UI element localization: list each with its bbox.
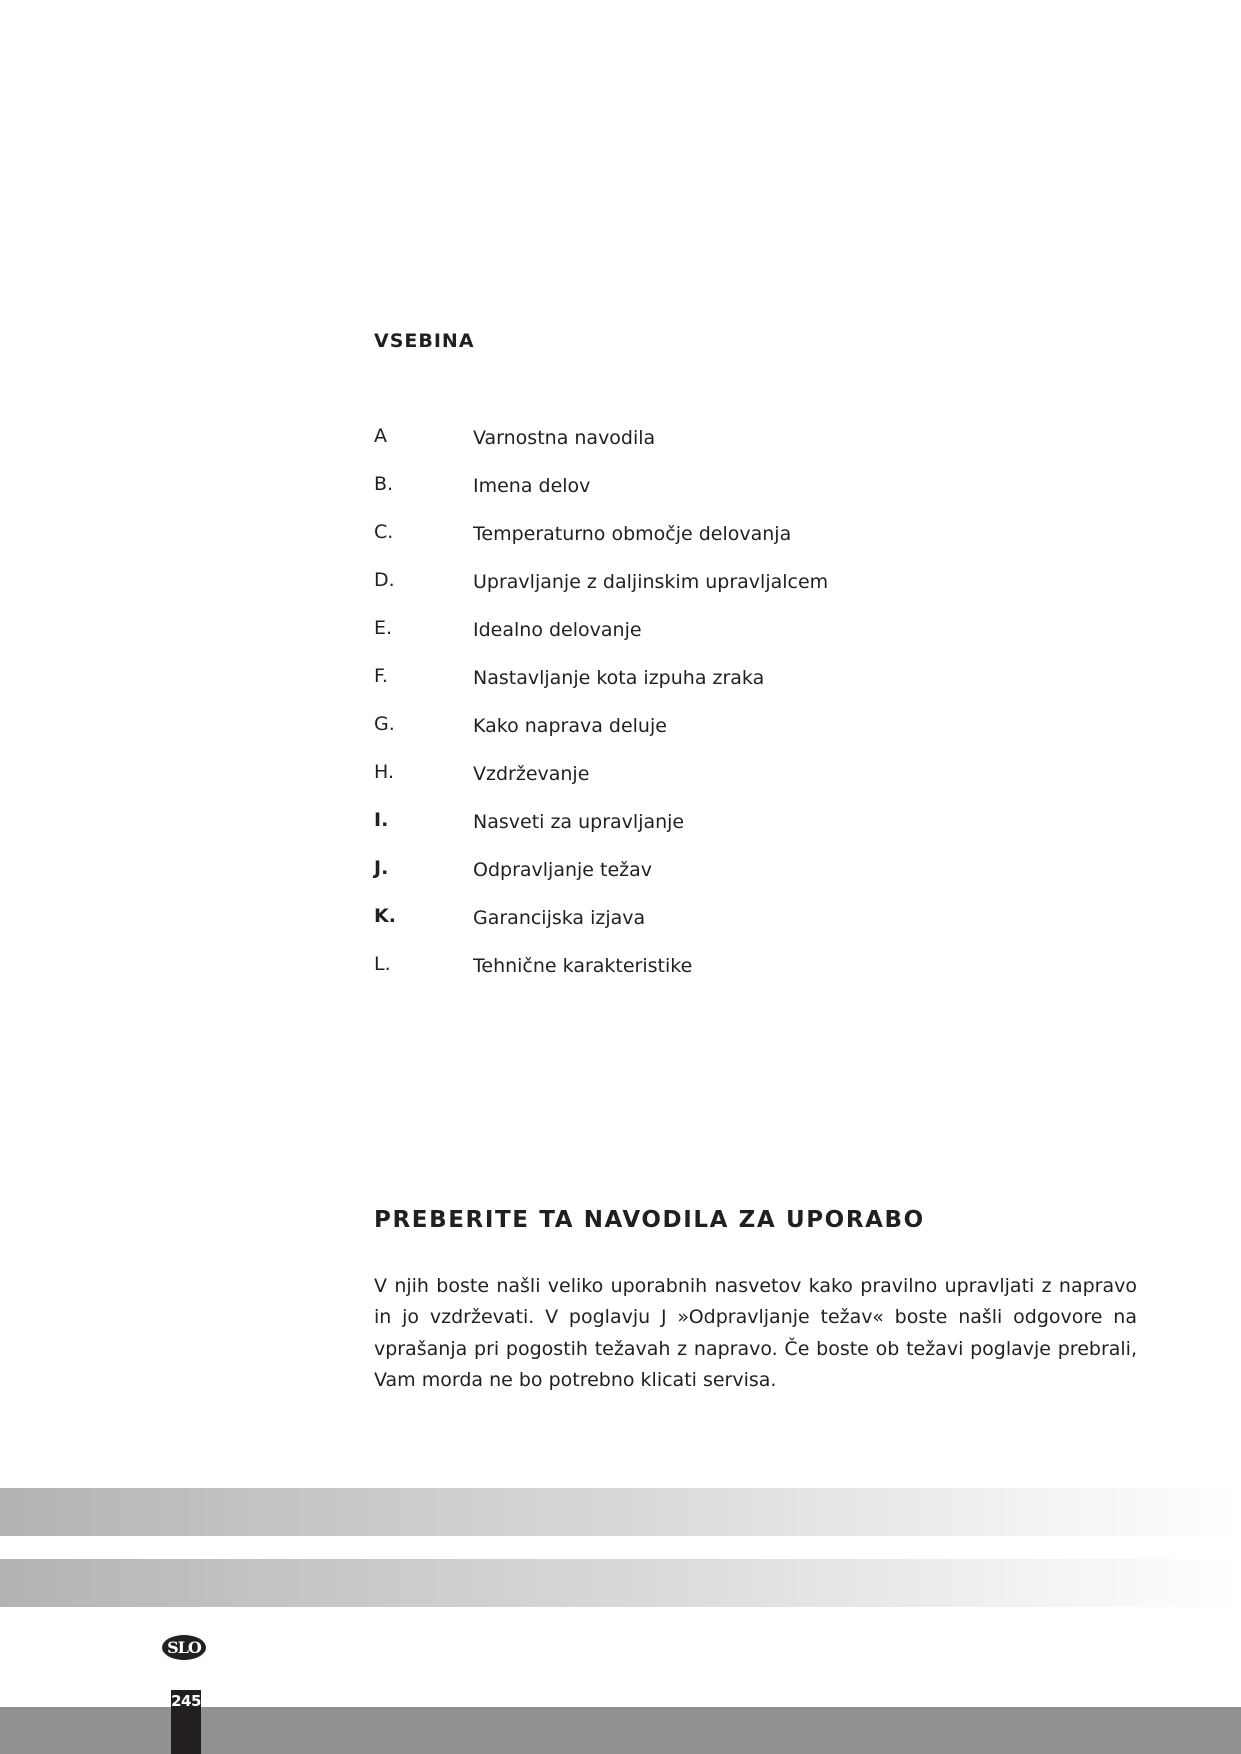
toc-item-letter: F. (374, 665, 388, 687)
toc-item-letter: B. (374, 473, 394, 495)
toc-item-letter: D. (374, 569, 395, 591)
toc-item-a (374, 425, 974, 473)
decorative-band-upper (0, 1488, 1241, 1536)
toc-item-title: Kako naprava deluje (473, 715, 667, 737)
decorative-band-lower (0, 1559, 1241, 1607)
language-badge: SLO (162, 1635, 206, 1660)
toc-item-i (374, 809, 974, 857)
intro-paragraph: V njih boste našli veliko uporabnih nasvetov kako pravilno upravljati z napravo in jo vzdrževati. V poglavju J »Odpravljanje težav« boste našli odgovore na vprašanja pri pogostih težavah z napravo. Če boste ob težavi poglavje prebrali, Vam morda ne bo potrebno klicati servisa. (374, 1275, 1137, 1391)
toc-item-b (374, 473, 974, 521)
toc-item-d (374, 569, 974, 617)
toc-item-h (374, 761, 974, 809)
page-number: 245 (171, 1692, 201, 1710)
toc-item-title: Upravljanje z daljinskim upravljalcem (473, 571, 829, 593)
toc-item-title: Odpravljanje težav (473, 859, 653, 881)
page-number-block (171, 1690, 201, 1754)
toc-item-title: Varnostna navodila (473, 427, 656, 449)
section-heading: PREBERITE TA NAVODILA ZA UPORABO (374, 1207, 925, 1233)
toc-item-title: Nastavljanje kota izpuha zraka (473, 667, 765, 689)
toc-item-title: Vzdrževanje (473, 763, 590, 785)
toc-item-letter: G. (374, 713, 395, 735)
toc-heading: VSEBINA (374, 330, 475, 352)
toc-item-letter: A (374, 425, 387, 447)
toc-item-title: Tehnične karakteristike (473, 955, 693, 977)
toc-item-k (374, 905, 974, 953)
toc-item-g (374, 713, 974, 761)
toc-item-letter: C. (374, 521, 394, 543)
table-of-contents (374, 425, 974, 1001)
toc-item-title: Garancijska izjava (473, 907, 646, 929)
toc-item-f (374, 665, 974, 713)
toc-item-letter: I. (374, 809, 389, 831)
toc-item-e (374, 617, 974, 665)
toc-item-c (374, 521, 974, 569)
toc-item-letter: K. (374, 905, 396, 927)
toc-item-title: Idealno delovanje (473, 619, 642, 641)
toc-item-letter: J. (374, 857, 389, 879)
toc-item-letter: L. (374, 953, 391, 975)
toc-item-letter: H. (374, 761, 394, 783)
toc-item-title: Temperaturno območje delovanja (473, 523, 792, 545)
toc-item-letter: E. (374, 617, 393, 639)
toc-item-j (374, 857, 974, 905)
toc-item-l (374, 953, 974, 1001)
toc-item-title: Nasveti za upravljanje (473, 811, 685, 833)
toc-item-title: Imena delov (473, 475, 591, 497)
